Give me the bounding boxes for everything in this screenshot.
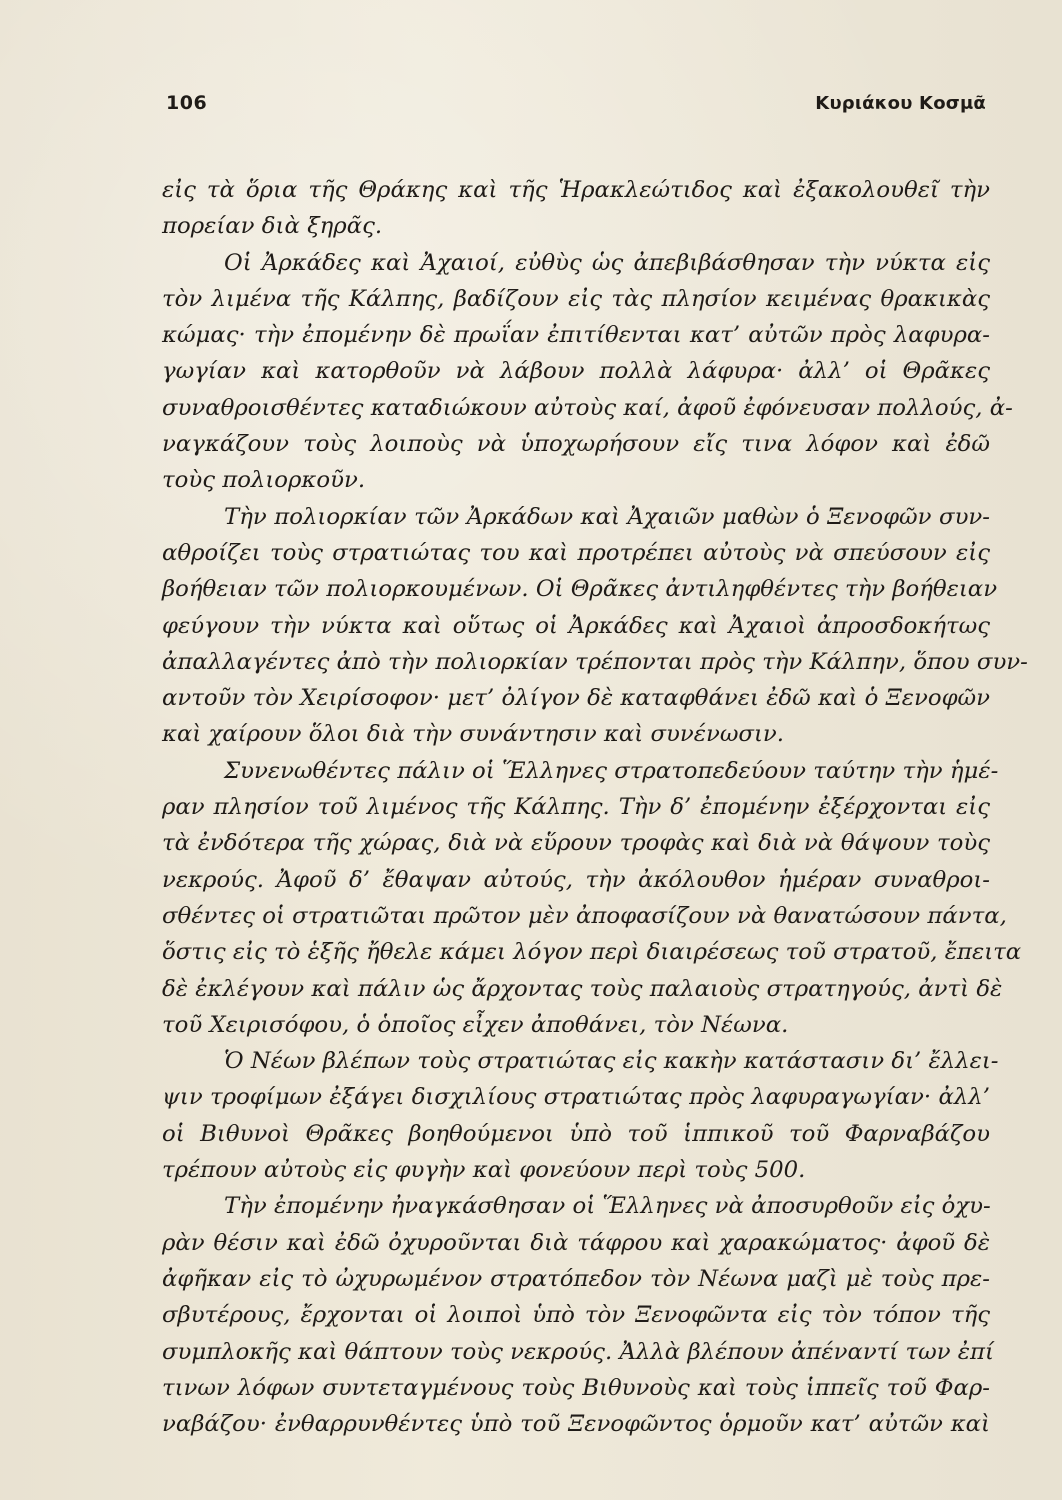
page-number: 106 [166, 92, 208, 114]
text-line: δὲ ἐκλέγουν καὶ πάλιν ὡς ἄρχοντας τοὺς παλαιοὺς στρατηγούς, ἀντὶ δὲ [162, 975, 1003, 1002]
page-header [162, 92, 990, 126]
text-line: οἱ Βιθυνοὶ Θρᾶκες βοηθούμενοι ὑπὸ τοῦ ἱππικοῦ τοῦ Φαρναβάζου [162, 1120, 990, 1147]
text-line: συμπλοκῆς καὶ θάπτουν τοὺς νεκρούς. Ἀλλὰ βλέπουν ἀπέναντί των ἐπί [162, 1338, 994, 1365]
text-line: αντοῦν τὸν Χειρίσοφον· μετ’ ὀλίγον δὲ καταφθάνει ἐδῶ καὶ ὁ Ξενοφῶν [162, 685, 990, 712]
text-line: καὶ χαίρουν ὅλοι διὰ τὴν συνάντησιν καὶ συνένωσιν. [162, 721, 785, 748]
text-line: τοῦ Χειρισόφου, ὁ ὁποῖος εἶχεν ἀποθάνει, τὸν Νέωνα. [162, 1011, 789, 1038]
text-line: συναθροισθέντες καταδιώκουν αὐτοὺς καί, ἀφοῦ ἐφόνευσαν πολλούς, ἀ- [162, 394, 1013, 421]
text-line: Οἱ Ἀρκάδες καὶ Ἀχαιοί, εὐθὺς ὡς ἀπεβιβάσθησαν τὴν νύκτα εἰς [224, 249, 990, 276]
text-line: βοήθειαν τῶν πολιορκουμένων. Οἱ Θρᾶκες ἀντιληφθέντες τὴν βοήθειαν [162, 576, 998, 603]
text-line: ναβάζου· ἐνθαρρυνθέντες ὑπὸ τοῦ Ξενοφῶντος ὁρμοῦν κατ’ αὐτῶν καὶ [162, 1411, 990, 1438]
text-line: σθέντες οἱ στρατιῶται πρῶτον μὲν ἀποφασίζουν νὰ θανατώσουν πάντα, [162, 902, 1007, 929]
text-line: αθροίζει τοὺς στρατιώτας του καὶ προτρέπει αὐτοὺς νὰ σπεύσουν εἰς [162, 539, 990, 566]
text-line: κώμας· τὴν ἐπομένην δὲ πρωΐαν ἐπιτίθενται κατ’ αὐτῶν πρὸς λαφυρα- [162, 322, 990, 349]
text-line: πορείαν διὰ ξηρᾶς. [162, 213, 383, 240]
text-line: Τὴν πολιορκίαν τῶν Ἀρκάδων καὶ Ἀχαιῶν μαθὼν ὁ Ξενοφῶν συν- [224, 503, 990, 530]
paragraph [162, 1043, 999, 1188]
text-line: ραν πλησίον τοῦ λιμένος τῆς Κάλπης. Τὴν δ’ ἐπομένην ἐξέρχονται εἰς [162, 794, 990, 821]
text-line: τρέπουν αὐτοὺς εἰς φυγὴν καὶ φονεύουν περὶ τοὺς 500. [162, 1157, 806, 1184]
paragraph [162, 1188, 994, 1442]
text-line: σβυτέρους, ἔρχονται οἱ λοιποὶ ὑπὸ τὸν Ξενοφῶντα εἰς τὸν τόπον τῆς [162, 1302, 990, 1329]
text-line: ρὰν θέσιν καὶ ἐδῶ ὀχυροῦνται διὰ τάφρου καὶ χαρακώματος· ἀφοῦ δὲ [162, 1229, 990, 1256]
text-line: Συνενωθέντες πάλιν οἱ Ἕλληνες στρατοπεδεύουν ταύτην τὴν ἡμέ- [224, 757, 999, 784]
body-text [162, 172, 1028, 1442]
text-line: γωγίαν καὶ κατορθοῦν νὰ λάβουν πολλὰ λάφυρα· ἀλλ’ οἱ Θρᾶκες [162, 358, 990, 385]
paragraph [162, 499, 1028, 753]
paragraph [162, 245, 1013, 499]
text-line: ὅστις εἰς τὸ ἑξῆς ἤθελε κάμει λόγον περὶ διαιρέσεως τοῦ στρατοῦ, ἔπειτα [162, 939, 1022, 966]
text-line: Ὁ Νέων βλέπων τοὺς στρατιώτας εἰς κακὴν κατάστασιν δι’ ἔλλει- [224, 1048, 999, 1075]
text-line: νεκρούς. Ἀφοῦ δ’ ἔθαψαν αὐτούς, τὴν ἀκόλουθον ἡμέραν συναθροι- [162, 866, 990, 893]
text-line: τὰ ἐνδότερα τῆς χώρας, διὰ νὰ εὕρουν τροφὰς καὶ διὰ νὰ θάψουν τοὺς [162, 830, 990, 857]
text-line: φεύγουν τὴν νύκτα καὶ οὕτως οἱ Ἀρκάδες καὶ Ἀχαιοὶ ἀπροσδοκήτως [162, 612, 990, 639]
text-line: τὸν λιμένα τῆς Κάλπης, βαδίζουν εἰς τὰς πλησίον κειμένας θρακικὰς [162, 285, 990, 312]
text-line: ναγκάζουν τοὺς λοιποὺς νὰ ὑποχωρήσουν εἴς τινα λόφον καὶ ἐδῶ [162, 431, 990, 458]
text-line: Τὴν ἐπομένην ἠναγκάσθησαν οἱ Ἕλληνες νὰ ἀποσυρθοῦν εἰς ὀχυ- [224, 1193, 991, 1220]
text-line: ψιν τροφίμων ἐξάγει δισχιλίους στρατιώτας πρὸς λαφυραγωγίαν· ἀλλ’ [162, 1084, 990, 1111]
running-title: Κυριάκου Κοσμᾶ [815, 93, 986, 114]
text-line: τινων λόφων συντεταγμένους τοὺς Βιθυνοὺς καὶ τοὺς ἱππεῖς τοῦ Φαρ- [162, 1374, 990, 1401]
text-line: εἰς τὰ ὅρια τῆς Θράκης καὶ τῆς Ἡρακλεώτιδος καὶ ἐξακολουθεῖ τὴν [162, 177, 990, 203]
text-line: ἀπαλλαγέντες ἀπὸ τὴν πολιορκίαν τρέπονται πρὸς τὴν Κάλπην, ὅπου συν- [162, 648, 1028, 675]
paragraph [162, 753, 1022, 1043]
text-line: τοὺς πολιορκοῦν. [162, 467, 366, 494]
text-line: ἀφῆκαν εἰς τὸ ὠχυρωμένον στρατόπεδον τὸν Νέωνα μαζὶ μὲ τοὺς πρε- [162, 1265, 990, 1292]
paragraph [162, 172, 990, 245]
